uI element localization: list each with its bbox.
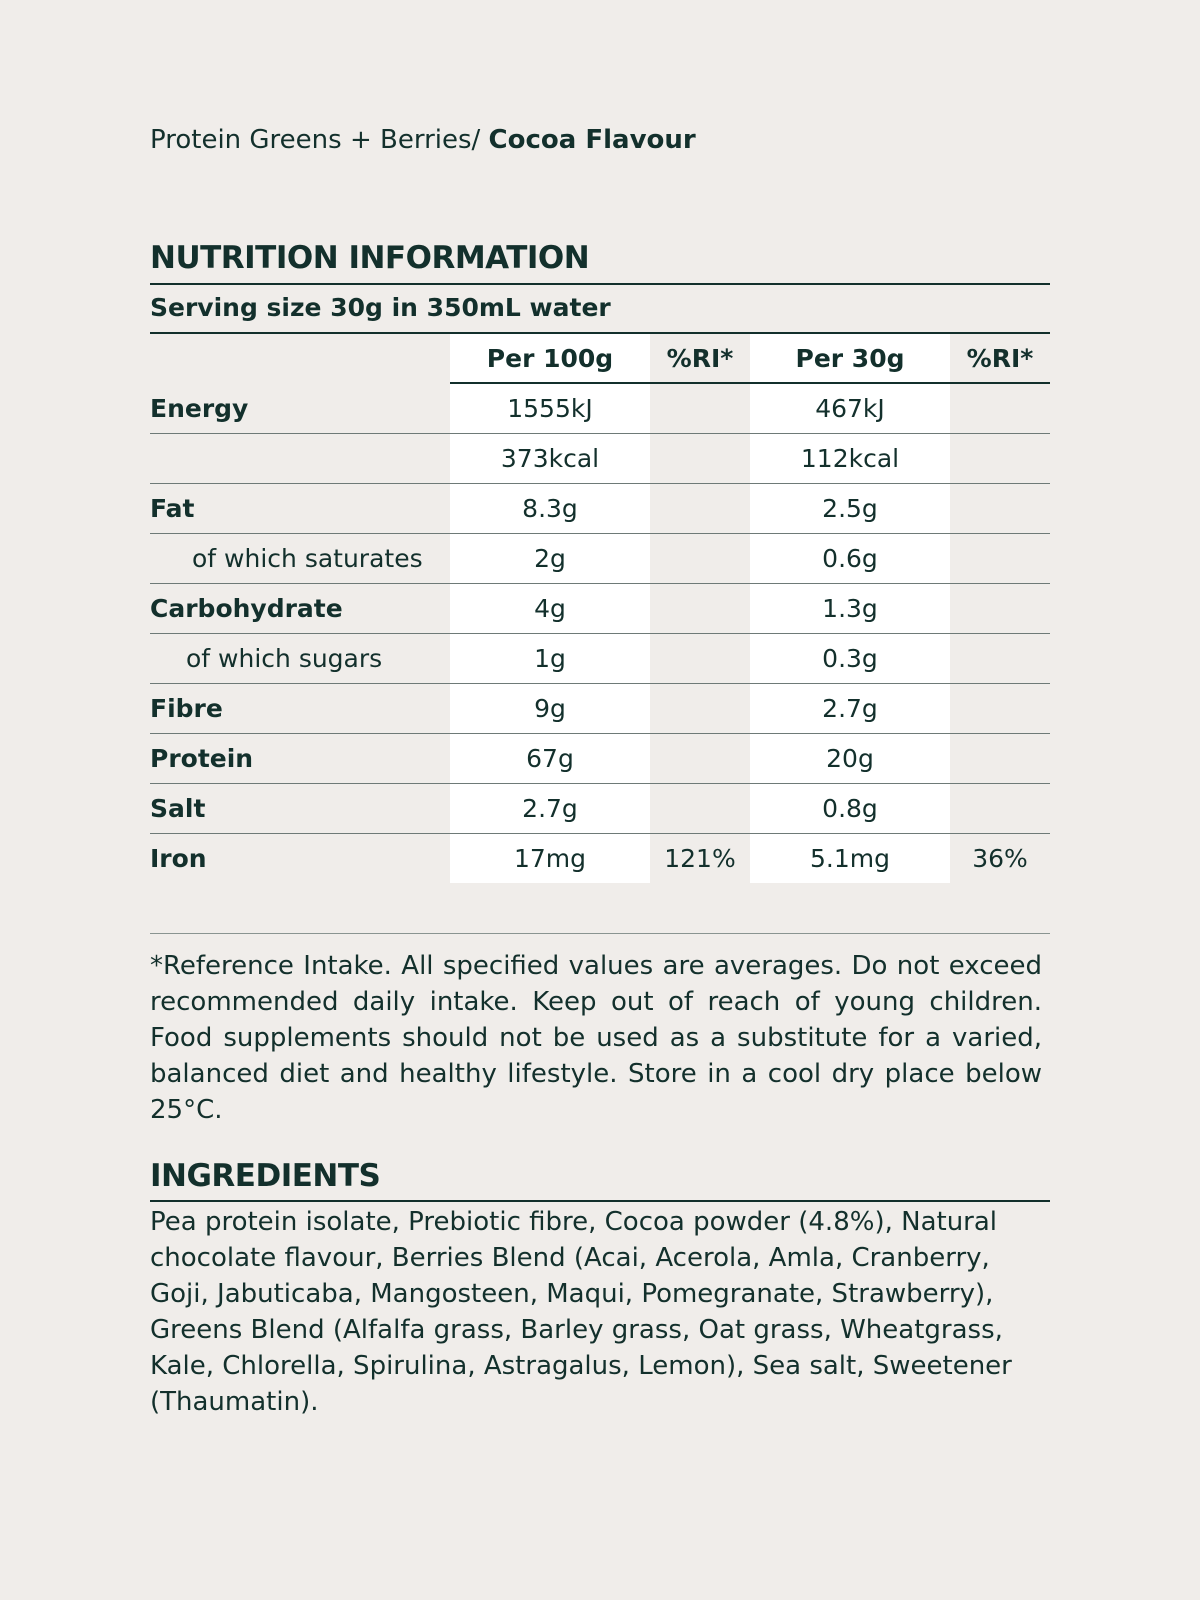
row-label xyxy=(150,434,450,483)
row-label: of which saturates xyxy=(192,544,423,573)
product-name: Protein Greens + Berries/ xyxy=(150,125,481,155)
per100-value: 17mg xyxy=(450,834,650,883)
per100-value: 9g xyxy=(450,684,650,733)
per30-value: 0.3g xyxy=(750,634,950,683)
per100-value: 2g xyxy=(450,534,650,583)
per30-value: 2.7g xyxy=(750,684,950,733)
table-row xyxy=(150,384,1050,434)
ingredients-text: Pea protein isolate, Prebiotic fibre, Cocoa powder (4.8%), Natural chocolate flavour, Berries Blend (Acai, Acerola, Amla, Cranberry, Goji, Jabuticaba, Mangosteen, Maqui, Pomegranate, Strawberry), Greens Blend (Alfalfa grass, Barley grass, Oat grass, Wheatgrass, Kale, Chlorella, Spirulina, Astragalus, Lemon), Sea salt, Sweetener (Thaumatin). xyxy=(150,1207,1012,1417)
per100-value: 4g xyxy=(450,584,650,633)
ri100-value xyxy=(650,684,750,733)
table-row xyxy=(150,784,1050,834)
ri100-value xyxy=(650,534,750,583)
ri30-value xyxy=(950,534,1050,583)
ri30-value xyxy=(950,634,1050,683)
table-row xyxy=(150,684,1050,734)
ri30-value: 36% xyxy=(972,844,1028,873)
per100-value: 1555kJ xyxy=(450,384,650,433)
reference-intake-footnote: *Reference Intake. All specified values are averages. Do not exceed recommended daily intake. Keep out of reach of young children. Food supplements should not be used as a substitute for a varied, balanced diet and healthy lifestyle. Store in a cool dry place below 25°C. xyxy=(150,951,1042,1125)
per100-value: 8.3g xyxy=(450,484,650,533)
table-row xyxy=(150,434,1050,484)
ri30-value xyxy=(950,484,1050,533)
ingredients-rule xyxy=(150,1200,1050,1202)
table-row xyxy=(150,734,1050,784)
table-row xyxy=(150,834,1050,884)
per30-value: 2.5g xyxy=(750,484,950,533)
ri100-value: 121% xyxy=(664,844,736,873)
ri100-value xyxy=(650,384,750,433)
nutrition-title: NUTRITION INFORMATION xyxy=(150,240,590,276)
ri30-value xyxy=(950,784,1050,833)
per100-value: 1g xyxy=(450,634,650,683)
row-label: Protein xyxy=(150,744,254,773)
ri30-value xyxy=(950,684,1050,733)
row-label: Fibre xyxy=(150,694,223,723)
product-line xyxy=(150,122,696,158)
header-per100: Per 100g xyxy=(450,334,650,383)
table-row xyxy=(150,584,1050,634)
per100-value: 373kcal xyxy=(450,434,650,483)
ri100-value xyxy=(650,434,750,483)
per30-value: 467kJ xyxy=(750,384,950,433)
serving-size: Serving size 30g in 350mL water xyxy=(150,293,611,322)
ri100-value xyxy=(650,784,750,833)
row-label: Energy xyxy=(150,394,249,423)
title-rule xyxy=(150,283,1050,285)
per30-value: 1.3g xyxy=(750,584,950,633)
nutrition-table xyxy=(150,334,1050,884)
per30-value: 0.6g xyxy=(750,534,950,583)
table-row xyxy=(150,534,1050,584)
product-flavour: Cocoa Flavour xyxy=(488,125,696,155)
per30-value: 0.8g xyxy=(750,784,950,833)
ri100-value xyxy=(650,734,750,783)
per30-value: 5.1mg xyxy=(750,834,950,883)
footnote-rule xyxy=(150,933,1050,934)
table-row xyxy=(150,484,1050,534)
ri100-value xyxy=(650,634,750,683)
ri30-value xyxy=(950,734,1050,783)
header-ri100: %RI* xyxy=(666,344,734,373)
row-label: of which sugars xyxy=(186,644,383,673)
ri30-value xyxy=(950,384,1050,433)
per30-value: 20g xyxy=(750,734,950,783)
row-label: Iron xyxy=(150,844,207,873)
table-row xyxy=(150,634,1050,684)
row-label: Fat xyxy=(150,494,195,523)
table-header-row xyxy=(150,334,1050,384)
per100-value: 67g xyxy=(450,734,650,783)
header-per30: Per 30g xyxy=(750,334,950,383)
ri100-value xyxy=(650,484,750,533)
ingredients-title: INGREDIENTS xyxy=(150,1158,381,1194)
ri30-value xyxy=(950,584,1050,633)
row-label: Salt xyxy=(150,794,206,823)
ri100-value xyxy=(650,584,750,633)
header-label-cell xyxy=(150,334,450,383)
per100-value: 2.7g xyxy=(450,784,650,833)
per30-value: 112kcal xyxy=(750,434,950,483)
ri30-value xyxy=(950,434,1050,483)
header-ri30: %RI* xyxy=(966,344,1034,373)
row-label: Carbohydrate xyxy=(150,594,343,623)
